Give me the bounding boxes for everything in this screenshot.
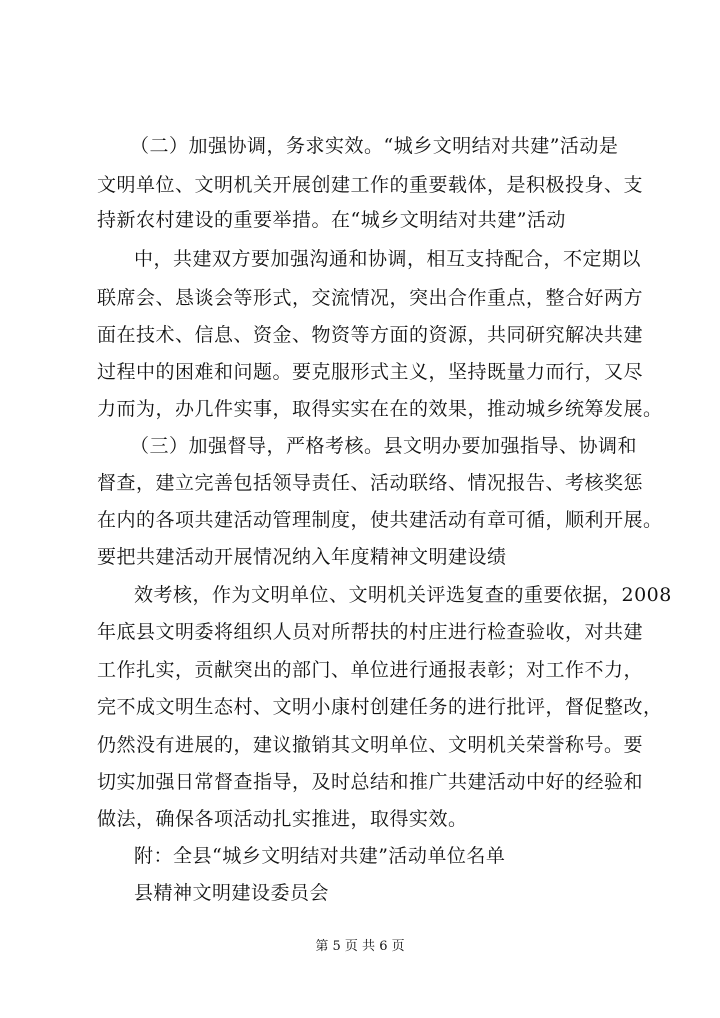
- paragraph-2-line-1: （二）加强协调，务求实效。“城乡文明结对共建”活动是: [130, 135, 619, 157]
- paragraph-3-line-1: 中，共建双方要加强沟通和协调，相互支持配合，不定期以: [134, 248, 642, 270]
- paragraph-2-line-3: 持新农村建设的重要举措。在“城乡文明结对共建”活动: [97, 209, 566, 231]
- paragraph-4-line-1: （三）加强督导，严格考核。县文明办要加强指导、协调和: [130, 435, 638, 457]
- paragraph-5-line-2: 年底县文明委将组织人员对所帮扶的村庄进行检查验收，对共建: [97, 621, 644, 643]
- paragraph-5-line-7: 做法，确保各项活动扎实推进，取得实效。: [97, 808, 468, 830]
- paragraph-5-line-3: 工作扎实，贡献突出的部门、单位进行通报表彰；对工作不力，: [97, 659, 644, 681]
- attachment-note: 附：全县“城乡文明结对共建”活动单位名单: [134, 845, 506, 867]
- paragraph-4-line-4: 要把共建活动开展情况纳入年度精神文明建设绩: [97, 546, 507, 568]
- paragraph-3-line-3: 面在技术、信息、资金、物资等方面的资源，共同研究解决共建: [97, 324, 644, 346]
- paragraph-5-line-5: 仍然没有进展的，建议撤销其文明单位、文明机关荣誉称号。要: [97, 734, 644, 756]
- paragraph-3-line-5: 力而为，办几件实事，取得实实在在的效果，推动城乡统筹发展。: [97, 398, 663, 420]
- paragraph-3-line-4: 过程中的困难和问题。要克服形式主义，坚持既量力而行，又尽: [97, 361, 644, 383]
- paragraph-5-line-1: 效考核，作为文明单位、文明机关评选复查的重要依据，2008: [134, 584, 672, 606]
- signature-organization: 县精神文明建设委员会: [134, 882, 330, 904]
- paragraph-2-line-2: 文明单位、文明机关开展创建工作的重要载体，是积极投身、支: [97, 174, 644, 196]
- paragraph-5-line-4: 完不成文明生态村、文明小康村创建任务的进行批评，督促整改，: [97, 696, 663, 718]
- page-number-footer: 第 5 页 共 6 页: [315, 939, 405, 954]
- paragraph-3-line-2: 联席会、恳谈会等形式，交流情况，突出合作重点，整合好两方: [97, 287, 644, 309]
- paragraph-5-line-6: 切实加强日常督查指导，及时总结和推广共建活动中好的经验和: [97, 771, 644, 793]
- paragraph-4-line-2: 督查，建立完善包括领导责任、活动联络、情况报告、考核奖惩: [97, 472, 644, 494]
- paragraph-4-line-3: 在内的各项共建活动管理制度，使共建活动有章可循，顺利开展。: [97, 509, 663, 531]
